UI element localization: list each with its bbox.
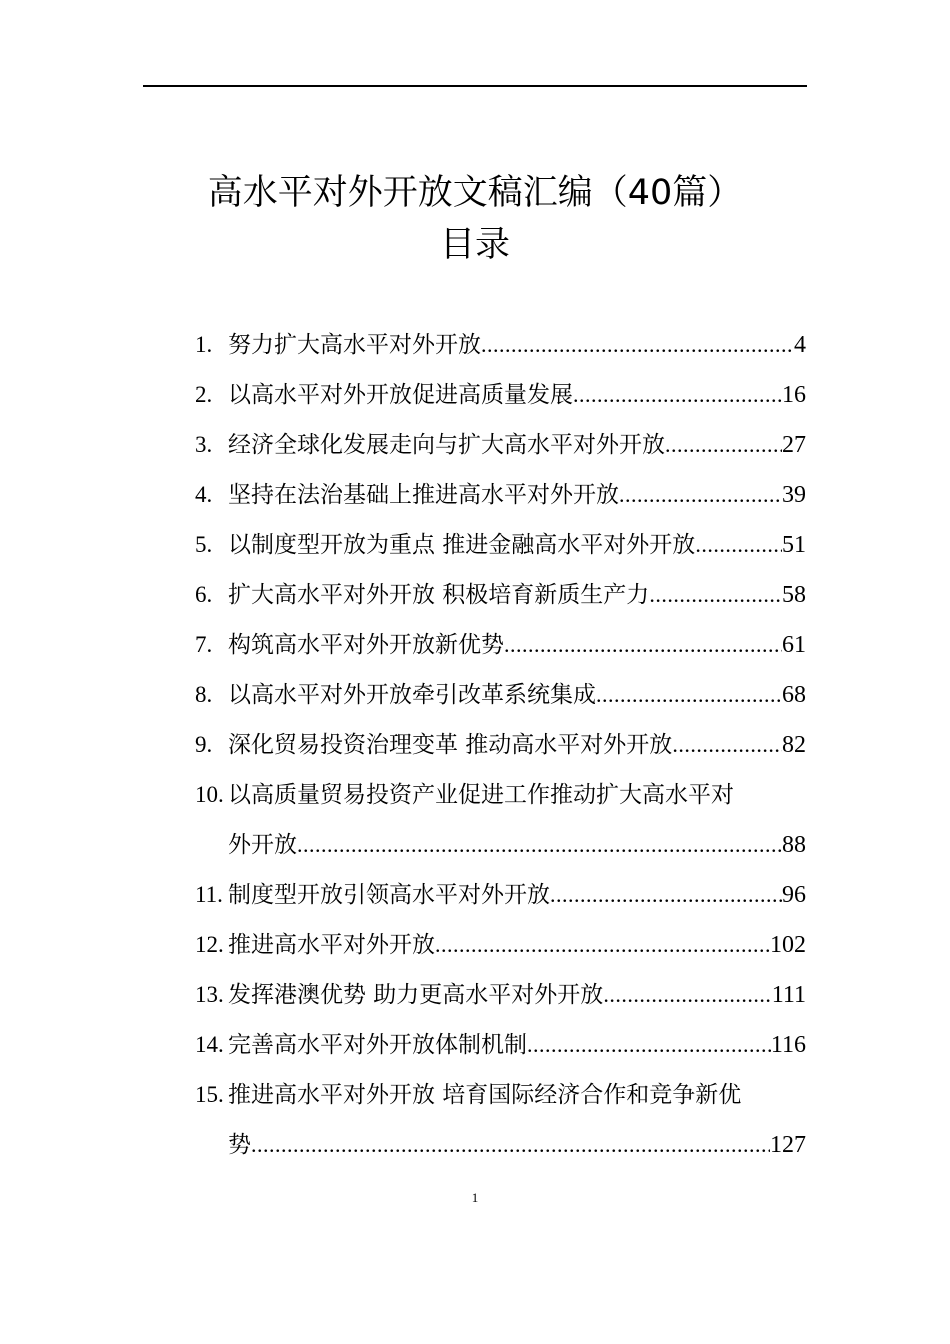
toc-entry-title: 以高水平对外开放牵引改革系统集成 xyxy=(228,682,596,708)
toc-entry[interactable] xyxy=(195,620,806,670)
toc-entry-continuation[interactable] xyxy=(195,1120,806,1170)
toc-entry-page: 51 xyxy=(782,532,806,558)
header-rule xyxy=(143,85,807,87)
toc-entry-title: 制度型开放引领高水平对外开放 xyxy=(228,882,550,908)
toc-entry-number: 14. xyxy=(195,1032,224,1057)
toc-entry-continuation[interactable] xyxy=(195,820,806,870)
toc-entry[interactable] xyxy=(195,470,806,520)
toc-entry-number: 12. xyxy=(195,932,224,957)
toc-entry-number: 1. xyxy=(195,332,213,357)
toc-entry-number: 7. xyxy=(195,632,213,657)
toc-entry-number: 11. xyxy=(195,882,223,907)
dot-leader xyxy=(297,820,782,870)
toc-entry-title: 经济全球化发展走向与扩大高水平对外开放 xyxy=(228,432,665,458)
toc-entry-page: 96 xyxy=(782,882,806,908)
toc-entry-title: 努力扩大高水平对外开放 xyxy=(228,332,481,358)
dot-leader xyxy=(596,670,782,720)
toc-entry-title: 推进高水平对外开放 xyxy=(228,932,435,958)
toc-entry-page: 58 xyxy=(782,582,806,608)
toc-entry-title: 以高水平对外开放促进高质量发展 xyxy=(228,382,573,408)
dot-leader xyxy=(573,370,782,420)
dot-leader xyxy=(251,1120,770,1170)
toc-entry[interactable] xyxy=(195,1070,806,1120)
toc-entry-page: 61 xyxy=(782,632,806,658)
toc-entry[interactable] xyxy=(195,920,806,970)
dot-leader xyxy=(672,720,782,770)
dot-leader xyxy=(550,870,782,920)
toc-entry-page: 88 xyxy=(782,832,806,858)
toc-entry[interactable] xyxy=(195,570,806,620)
toc-entry-title: 构筑高水平对外开放新优势 xyxy=(228,632,504,658)
toc-entry-number: 3. xyxy=(195,432,213,457)
toc-heading: 目录 xyxy=(439,225,510,265)
toc-entry[interactable] xyxy=(195,970,806,1020)
toc-entry-page: 102 xyxy=(770,932,806,958)
toc-entry-number: 5. xyxy=(195,532,213,557)
toc-entry-page: 16 xyxy=(782,382,806,408)
toc-entry-page: 68 xyxy=(782,682,806,708)
page-number: 1 xyxy=(471,1190,479,1205)
dot-leader xyxy=(603,970,771,1020)
toc-entry-title: 以高质量贸易投资产业促进工作推动扩大高水平对 xyxy=(228,782,734,808)
toc-entry[interactable] xyxy=(195,520,806,570)
toc-entry-title: 推进高水平对外开放 培育国际经济合作和竞争新优 xyxy=(228,1082,742,1108)
toc-entry-title: 扩大高水平对外开放 积极培育新质生产力 xyxy=(228,582,650,608)
toc-entry[interactable] xyxy=(195,370,806,420)
dot-leader xyxy=(504,620,782,670)
toc-entry[interactable] xyxy=(195,670,806,720)
document-title: 高水平对外开放文稿汇编（40篇） xyxy=(207,173,743,213)
toc-entry[interactable] xyxy=(195,420,806,470)
toc-entry-page: 111 xyxy=(771,982,806,1008)
toc-entry-number: 2. xyxy=(195,382,213,407)
toc-entry-page: 82 xyxy=(782,732,806,758)
dot-leader xyxy=(665,420,782,470)
toc-entry[interactable] xyxy=(195,870,806,920)
dot-leader xyxy=(481,320,794,370)
dot-leader xyxy=(619,470,782,520)
toc-entry-number: 8. xyxy=(195,682,213,707)
toc-entry-number: 15. xyxy=(195,1082,224,1107)
toc-entry-title: 发挥港澳优势 助力更高水平对外开放 xyxy=(228,982,604,1008)
toc-entry-title: 以制度型开放为重点 推进金融高水平对外开放 xyxy=(228,532,696,558)
toc-entry[interactable] xyxy=(195,320,806,370)
dot-leader xyxy=(527,1020,771,1070)
toc-entry-page: 39 xyxy=(782,482,806,508)
toc-entry-title: 坚持在法治基础上推进高水平对外开放 xyxy=(228,482,619,508)
dot-leader xyxy=(695,520,782,570)
toc-entry-number: 4. xyxy=(195,482,213,507)
toc-entry-page: 27 xyxy=(782,432,806,458)
toc-entry-page: 116 xyxy=(770,1032,806,1058)
dot-leader xyxy=(435,920,770,970)
toc-entry[interactable] xyxy=(195,1020,806,1070)
toc-entry-number: 13. xyxy=(195,982,224,1007)
toc-entry-page: 127 xyxy=(770,1132,806,1158)
toc-entry-title: 完善高水平对外开放体制机制 xyxy=(228,1032,527,1058)
toc-entry-title: 势 xyxy=(228,1132,251,1158)
toc-entry-number: 9. xyxy=(195,732,213,757)
toc-entry-title: 深化贸易投资治理变革 推动高水平对外开放 xyxy=(228,732,673,758)
toc-entry-title: 外开放 xyxy=(228,832,297,858)
table-of-contents xyxy=(195,320,806,1170)
toc-entry-number: 6. xyxy=(195,582,213,607)
toc-entry-page: 4 xyxy=(794,332,806,358)
dot-leader xyxy=(649,570,782,620)
toc-entry[interactable] xyxy=(195,770,806,820)
toc-entry-number: 10. xyxy=(195,782,224,807)
toc-entry[interactable] xyxy=(195,720,806,770)
